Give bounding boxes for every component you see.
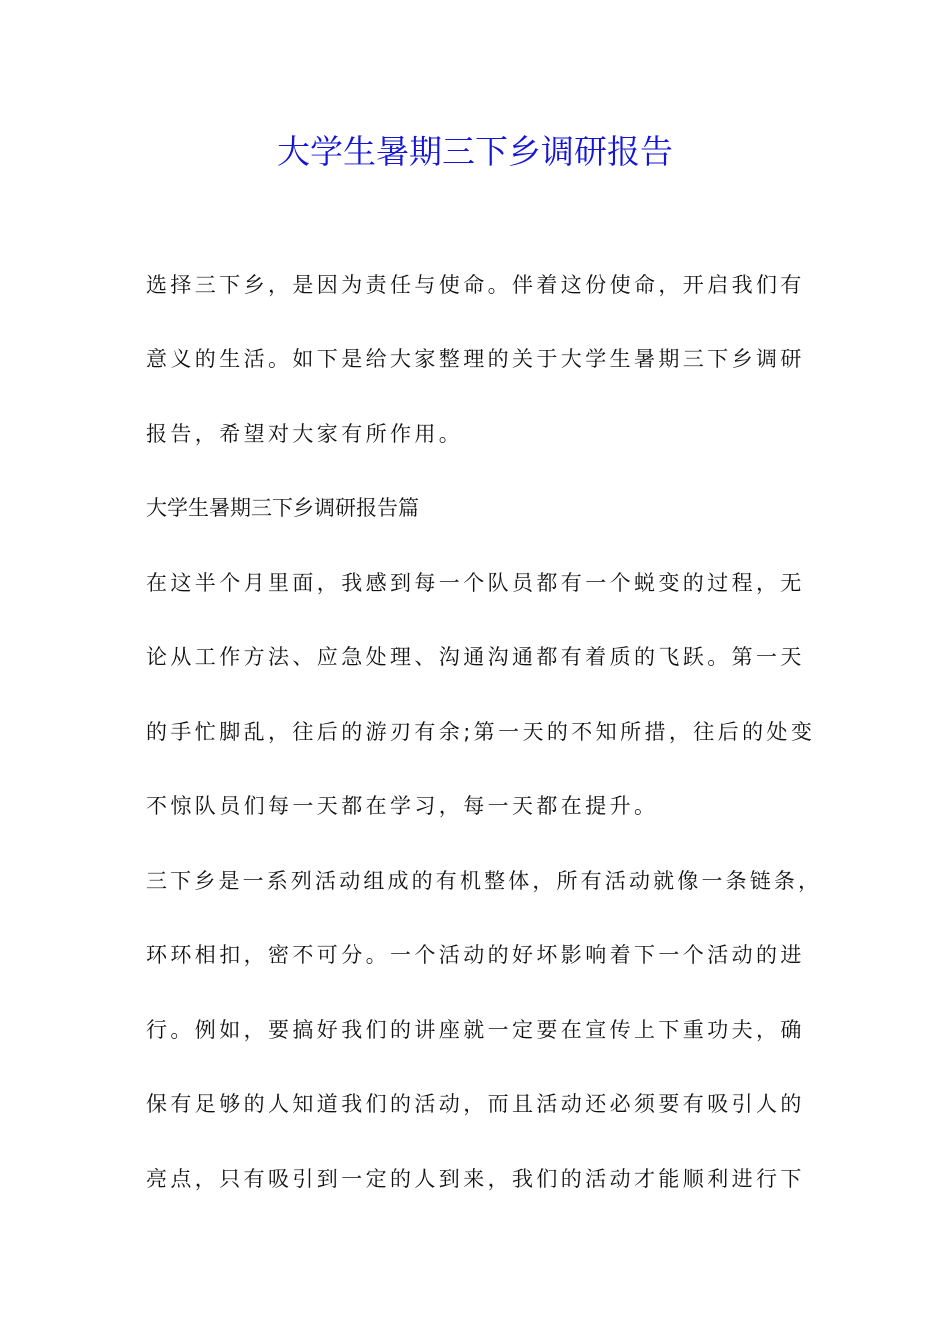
text-line: 在这半个月里面，我感到每一个队员都有一个蜕变的过程，无	[146, 571, 805, 595]
text-line: 论从工作方法、应急处理、沟通沟通都有着质的飞跃。第一天	[146, 645, 805, 669]
text-line: 报告，希望对大家有所作用。	[146, 422, 464, 446]
text-line: 选择三下乡，是因为责任与使命。伴着这份使命，开启我们有	[146, 273, 805, 297]
text-line: 三下乡是一系列活动组成的有机整体，所有活动就像一条链条，	[146, 869, 823, 893]
text-line: 意义的生活。如下是给大家整理的关于大学生暑期三下乡调研	[146, 347, 805, 371]
text-line: 亮点，只有吸引到一定的人到来，我们的活动才能顺利进行下	[146, 1167, 805, 1191]
section-heading: 大学生暑期三下乡调研报告篇	[146, 496, 419, 520]
text-line: 环环相扣，密不可分。一个活动的好坏影响着下一个活动的进	[146, 943, 805, 967]
text-line: 不惊队员们每一天都在学习，每一天都在提升。	[146, 794, 659, 818]
document-title: 大学生暑期三下乡调研报告	[277, 132, 673, 171]
text-line: 行。例如，要搞好我们的讲座就一定要在宣传上下重功夫，确	[146, 1018, 805, 1042]
text-line: 保有足够的人知道我们的活动，而且活动还必须要有吸引人的	[146, 1092, 805, 1116]
text-line: 的手忙脚乱，往后的游刃有余;第一天的不知所措，往后的处变	[146, 720, 816, 744]
